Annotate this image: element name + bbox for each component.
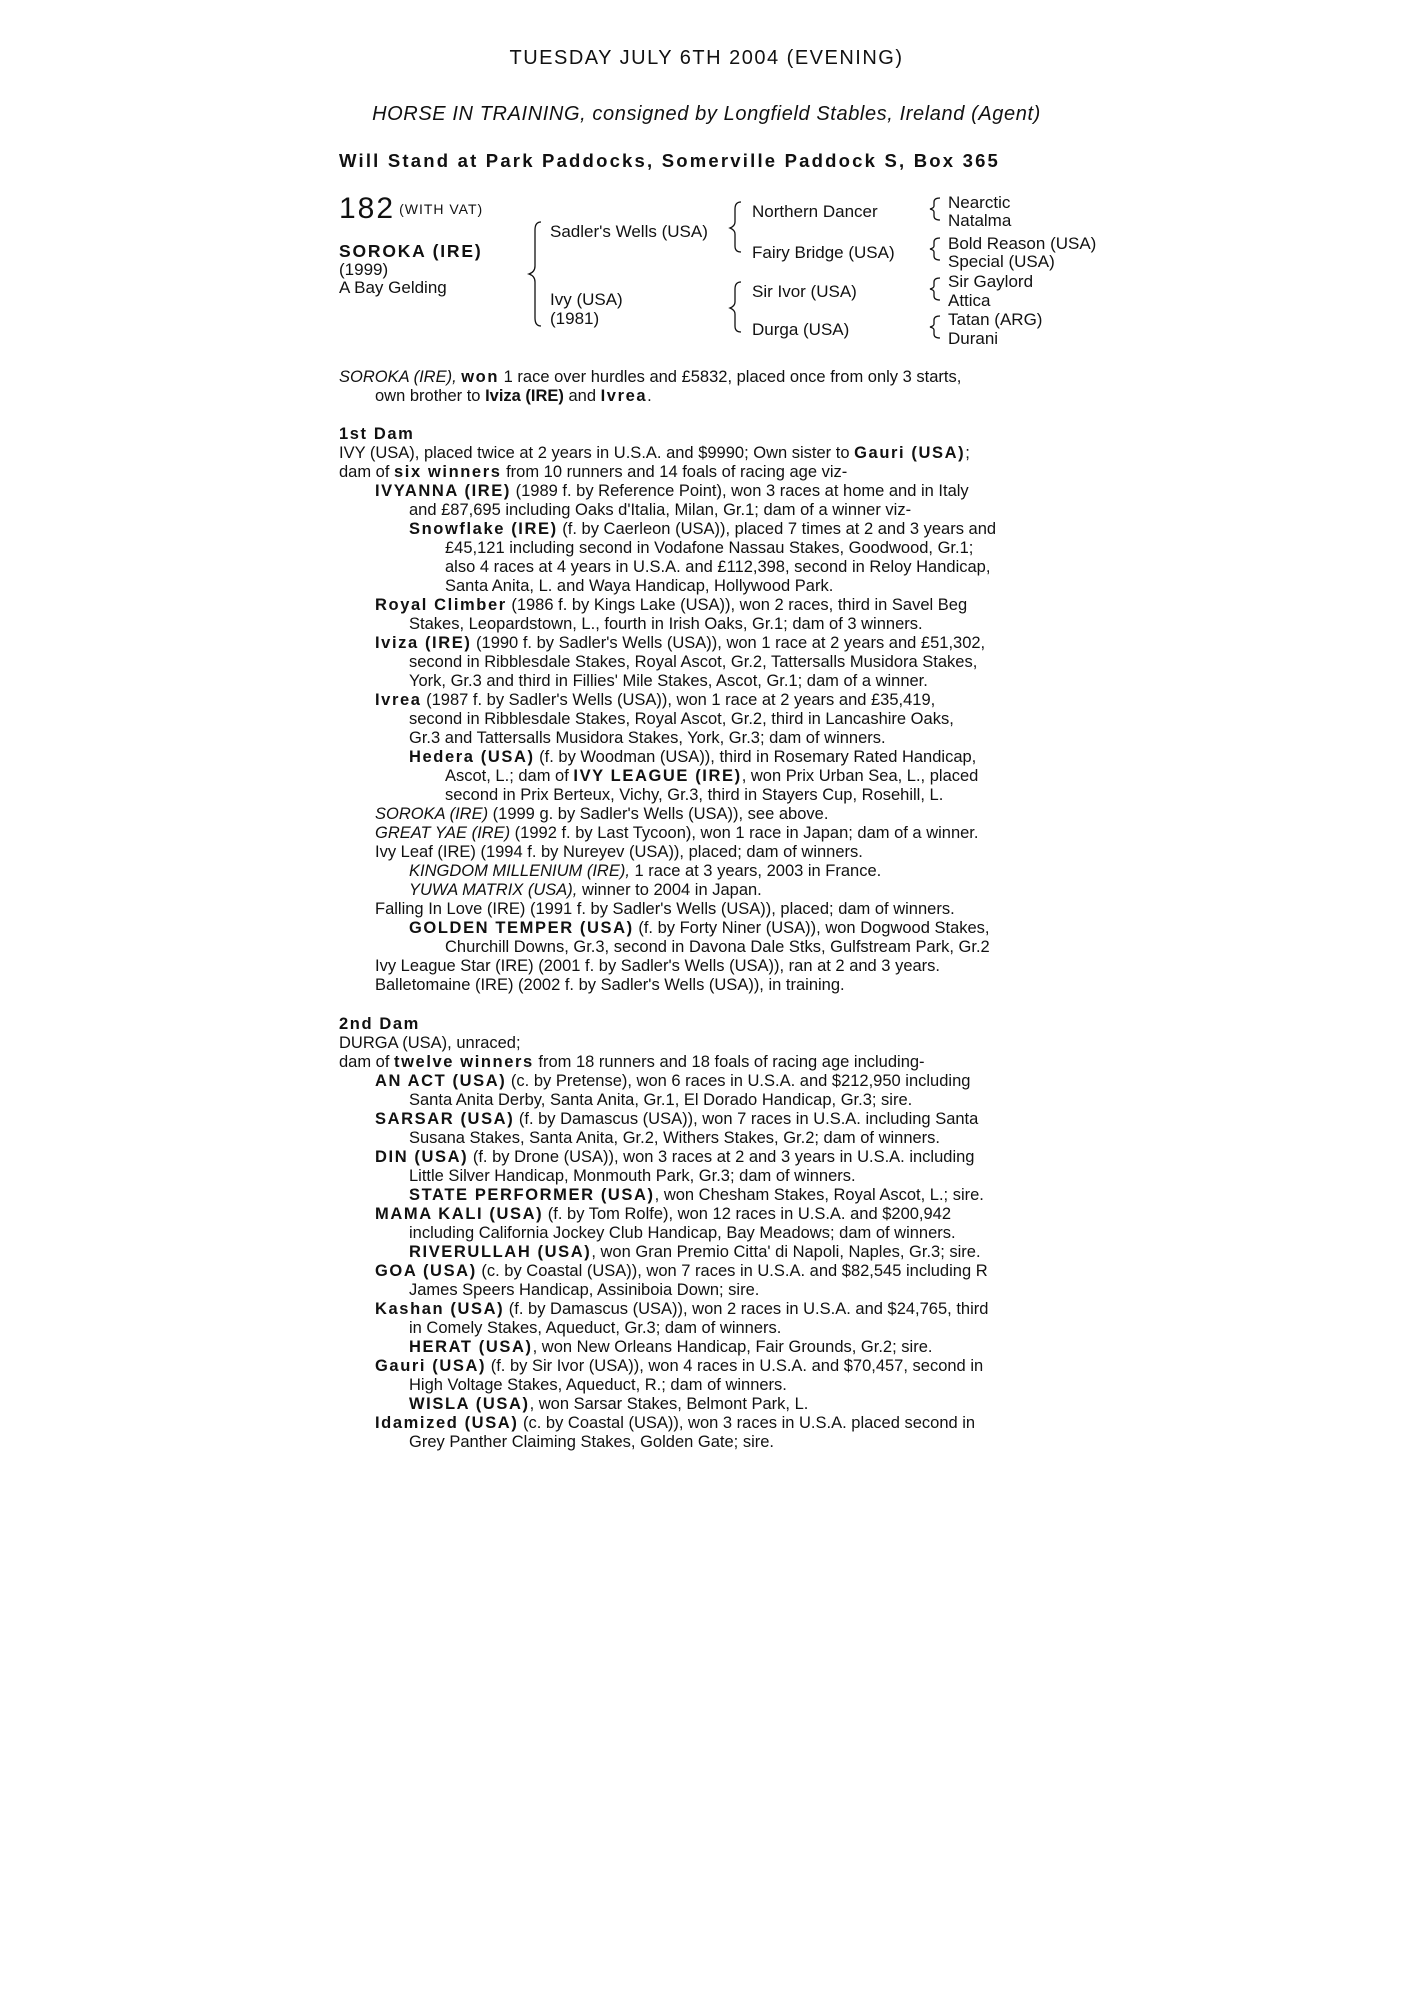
pedigree-main-brace xyxy=(529,222,541,326)
snowflake-line1: (f. by Caerleon (USA)), placed 7 times at 2 and 3 years and xyxy=(557,520,997,538)
produce-ivyanna: IVYANNA (IRE) xyxy=(375,482,512,500)
produce-mama-kali: MAMA KALI (USA) xyxy=(375,1205,544,1223)
sire-brace xyxy=(730,202,741,252)
produce-great-yae: GREAT YAE (IRE) xyxy=(375,824,511,842)
ivrea-line2: second in Ribblesdale Stakes, Royal Ascot, Gr.2, third in Lancashire Oaks, xyxy=(409,710,954,728)
produce-yuwa-matrix: YUWA MATRIX (USA), xyxy=(409,881,578,899)
second-dam-heading: 2nd Dam xyxy=(339,1015,420,1033)
produce-herat: HERAT (USA) xyxy=(409,1338,533,1356)
golden-line2: Churchill Downs, Gr.3, second in Davona Dale Stks, Gulfstream Park, Gr.2 xyxy=(445,938,990,956)
produce-hedera: Hedera (USA) xyxy=(409,748,535,766)
produce-golden-temper: GOLDEN TEMPER (USA) xyxy=(409,919,634,937)
mama-line2: including California Jockey Club Handicap, Bay Meadows; dam of winners. xyxy=(409,1224,956,1242)
summary-name: SOROKA (IRE), xyxy=(339,368,457,386)
goa-line2: James Speers Handicap, Assiniboia Down; sire. xyxy=(409,1281,760,1299)
wisla-line1: , won Sarsar Stakes, Belmont Park, L. xyxy=(529,1395,809,1413)
soroka-line1: (1999 g. by Sadler's Wells (USA)), see above. xyxy=(488,805,829,823)
lot-number-value: 182 xyxy=(339,192,396,225)
din-line1: (f. by Drone (USA)), won 3 races at 2 and 3 years in U.S.A. including xyxy=(468,1148,975,1166)
produce-falling-in-love: Falling In Love (IRE) (1991 f. by Sadler's Wells (USA)), placed; dam of winners. xyxy=(375,900,955,918)
first-dam-semicolon: ; xyxy=(965,444,970,462)
royal-line1: (1986 f. by Kings Lake (USA)), won 2 races, third in Savel Beg xyxy=(506,596,968,614)
pedigree-braces xyxy=(0,0,1413,360)
summary-line1: 1 race over hurdles and £5832, placed once from only 3 starts, xyxy=(499,368,962,386)
horse-name: SOROKA (IRE) xyxy=(339,241,483,261)
produce-ivy-leaf: Ivy Leaf (IRE) (1994 f. by Nureyev (USA)), placed; dam of winners. xyxy=(375,843,863,861)
kashan-line2: in Comely Stakes, Aqueduct, Gr.3; dam of winners. xyxy=(409,1319,782,1337)
first-dam-winners: six winners xyxy=(394,463,502,481)
stand-location: Will Stand at Park Paddocks, Somerville Paddock S, Box 365 xyxy=(339,150,1001,171)
pedigree-g8: Durani xyxy=(948,329,999,348)
anact-line1: (c. by Pretense), won 6 races in U.S.A. and $212,950 including xyxy=(506,1072,971,1090)
summary-line2: own brother to xyxy=(375,387,486,405)
produce-soroka: SOROKA (IRE) xyxy=(375,805,489,823)
pedigree-g7: Tatan (ARG) xyxy=(948,310,1043,329)
royal-line2: Stakes, Leopardstown, L., fourth in Irish Oaks, Gr.1; dam of 3 winners. xyxy=(409,615,923,633)
first-dam-line2c: from 10 runners and 14 foals of racing age viz- xyxy=(501,463,848,481)
pedigree-g5: Sir Gaylord xyxy=(948,272,1034,291)
dam-brace xyxy=(730,282,741,332)
first-dam-line2a: dam of xyxy=(339,463,395,481)
iviza-line2: second in Ribblesdale Stakes, Royal Ascot, Gr.2, Tattersalls Musidora Stakes, xyxy=(409,653,978,671)
iviza-line3: York, Gr.3 and third in Fillies' Mile Stakes, Ascot, Gr.1; dam of a winner. xyxy=(409,672,928,690)
produce-iviza: Iviza (IRE) xyxy=(375,634,472,652)
brace-fairy-bridge xyxy=(930,238,940,260)
produce-wisla: WISLA (USA) xyxy=(409,1395,530,1413)
consignment-line: HORSE IN TRAINING, consigned by Longfield Stables, Ireland (Agent) xyxy=(372,103,1041,125)
mama-line1: (f. by Tom Rolfe), won 12 races in U.S.A. and $200,942 xyxy=(543,1205,952,1223)
second-dam-section xyxy=(339,1015,1079,1452)
first-dam-heading: 1st Dam xyxy=(339,425,415,443)
iviza-line1: (1990 f. by Sadler's Wells (USA)), won 1 race at 2 years and £51,302, xyxy=(471,634,986,652)
horse-summary xyxy=(339,368,1079,406)
produce-sarsar: SARSAR (USA) xyxy=(375,1110,515,1128)
summary-and: and xyxy=(563,387,601,405)
produce-ivrea: Ivrea xyxy=(375,691,422,709)
goa-line1: (c. by Coastal (USA)), won 7 races in U.S.A. and $82,545 including R xyxy=(476,1262,988,1280)
kingdom-line1: 1 race at 3 years, 2003 in France. xyxy=(629,862,882,880)
pedigree-sire: Sadler's Wells (USA) xyxy=(550,222,708,241)
river-line1: , won Gran Premio Citta' di Napoli, Naples, Gr.3; sire. xyxy=(591,1243,981,1261)
produce-riverullah: RIVERULLAH (USA) xyxy=(409,1243,592,1261)
snowflake-line3: also 4 races at 4 years in U.S.A. and £112,398, second in Reloy Handicap, xyxy=(445,558,991,576)
second-dam-winners: twelve winners xyxy=(394,1053,534,1071)
summary-won: won xyxy=(461,368,500,386)
summary-iviza: Iviza (IRE) xyxy=(485,387,564,405)
produce-royal-climber: Royal Climber xyxy=(375,596,507,614)
hedera-line3: second in Prix Berteux, Vichy, Gr.3, third in Stayers Cup, Rosehill, L. xyxy=(445,786,944,804)
summary-ivrea: Ivrea xyxy=(600,387,648,405)
great-yae-line1: (1992 f. by Last Tycoon), won 1 race in Japan; dam of a winner. xyxy=(510,824,979,842)
first-dam-section xyxy=(339,425,1079,995)
ivrea-line3: Gr.3 and Tattersalls Musidora Stakes, York, Gr.3; dam of winners. xyxy=(409,729,886,747)
produce-state-performer: STATE PERFORMER (USA) xyxy=(409,1186,655,1204)
gauri-line2: High Voltage Stakes, Aqueduct, R.; dam of winners. xyxy=(409,1376,787,1394)
hedera-ivy-league: IVY LEAGUE (IRE) xyxy=(573,767,742,785)
gauri-line1: (f. by Sir Ivor (USA)), won 4 races in U.S.A. and $70,457, second in xyxy=(486,1357,984,1375)
second-dam-line2c: from 18 runners and 18 foals of racing age including- xyxy=(533,1053,925,1071)
idamized-line1: (c. by Coastal (USA)), won 3 races in U.S.A. placed second in xyxy=(518,1414,976,1432)
first-dam-line1: IVY (USA), placed twice at 2 years in U.S.A. and $9990; Own sister to xyxy=(339,444,855,462)
hedera-line2a: Ascot, L.; dam of xyxy=(445,767,574,785)
snowflake-line4: Santa Anita, L. and Waya Handicap, Hollywood Park. xyxy=(445,577,834,595)
sale-date-heading: TUESDAY JULY 6TH 2004 (EVENING) xyxy=(509,47,904,69)
anact-line2: Santa Anita Derby, Santa Anita, Gr.1, El Dorado Handicap, Gr.3; sire. xyxy=(409,1091,913,1109)
snowflake-line2: £45,121 including second in Vodafone Nassau Stakes, Goodwood, Gr.1; xyxy=(445,539,974,557)
ivyanna-line1: (1989 f. by Reference Point), won 3 races at home and in Italy xyxy=(511,482,969,500)
produce-an-act: AN ACT (USA) xyxy=(375,1072,507,1090)
pedigree-dam-sire: Sir Ivor (USA) xyxy=(752,282,857,301)
state-line1: , won Chesham Stakes, Royal Ascot, L.; sire. xyxy=(654,1186,984,1204)
horse-year: (1999) xyxy=(339,260,389,279)
herat-line1: , won New Orleans Handicap, Fair Grounds, Gr.2; sire. xyxy=(532,1338,933,1356)
produce-ivy-league-star: Ivy League Star (IRE) (2001 f. by Sadler's Wells (USA)), ran at 2 and 3 years. xyxy=(375,957,941,975)
horse-description: A Bay Gelding xyxy=(339,278,447,297)
brace-durga xyxy=(930,316,940,338)
vat-note: (WITH VAT) xyxy=(399,201,484,217)
pedigree-sire-sire: Northern Dancer xyxy=(752,202,878,221)
idamized-line2: Grey Panther Claiming Stakes, Golden Gate; sire. xyxy=(409,1433,774,1451)
pedigree-g3: Bold Reason (USA) xyxy=(948,234,1097,253)
sarsar-line1: (f. by Damascus (USA)), won 7 races in U.S.A. including Santa xyxy=(514,1110,979,1128)
yuwa-line1: winner to 2004 in Japan. xyxy=(577,881,762,899)
din-line2: Little Silver Handicap, Monmouth Park, Gr.3; dam of winners. xyxy=(409,1167,856,1185)
pedigree-g6: Attica xyxy=(948,291,991,310)
pedigree-g1: Nearctic xyxy=(948,193,1011,212)
produce-balletomaine: Balletomaine (IRE) (2002 f. by Sadler's Wells (USA)), in training. xyxy=(375,976,845,994)
pedigree-dam-year: (1981) xyxy=(550,309,600,328)
pedigree-dam-dam: Durga (USA) xyxy=(752,320,850,339)
golden-line1: (f. by Forty Niner (USA)), won Dogwood Stakes, xyxy=(633,919,990,937)
brace-northern-dancer xyxy=(930,198,940,220)
produce-kashan: Kashan (USA) xyxy=(375,1300,505,1318)
second-dam-line2a: dam of xyxy=(339,1053,395,1071)
hedera-line1: (f. by Woodman (USA)), third in Rosemary Rated Handicap, xyxy=(534,748,977,766)
pedigree-g4: Special (USA) xyxy=(948,252,1055,271)
brace-sir-ivor xyxy=(930,278,940,300)
ivrea-line1: (1987 f. by Sadler's Wells (USA)), won 1 race at 2 years and £35,419, xyxy=(421,691,936,709)
pedigree-g2: Natalma xyxy=(948,211,1012,230)
produce-goa: GOA (USA) xyxy=(375,1262,477,1280)
produce-kingdom-millenium: KINGDOM MILLENIUM (IRE), xyxy=(409,862,630,880)
hedera-line2c: , won Prix Urban Sea, L., placed xyxy=(741,767,979,785)
pedigree-sire-dam: Fairy Bridge (USA) xyxy=(752,243,895,262)
produce-din: DIN (USA) xyxy=(375,1148,469,1166)
sarsar-line2: Susana Stakes, Santa Anita, Gr.2, Withers Stakes, Gr.2; dam of winners. xyxy=(409,1129,941,1147)
second-dam-line1: DURGA (USA), unraced; xyxy=(339,1034,521,1052)
summary-dot: . xyxy=(647,387,652,405)
pedigree-dam: Ivy (USA) xyxy=(550,290,623,309)
produce-snowflake: Snowflake (IRE) xyxy=(409,520,558,538)
produce-gauri: Gauri (USA) xyxy=(375,1357,487,1375)
ivyanna-line2: and £87,695 including Oaks d'Italia, Milan, Gr.1; dam of a winner viz- xyxy=(409,501,912,519)
kashan-line1: (f. by Damascus (USA)), won 2 races in U.S.A. and $24,765, third xyxy=(504,1300,989,1318)
produce-idamized: Idamized (USA) xyxy=(375,1414,519,1432)
first-dam-gauri: Gauri (USA) xyxy=(854,444,966,462)
